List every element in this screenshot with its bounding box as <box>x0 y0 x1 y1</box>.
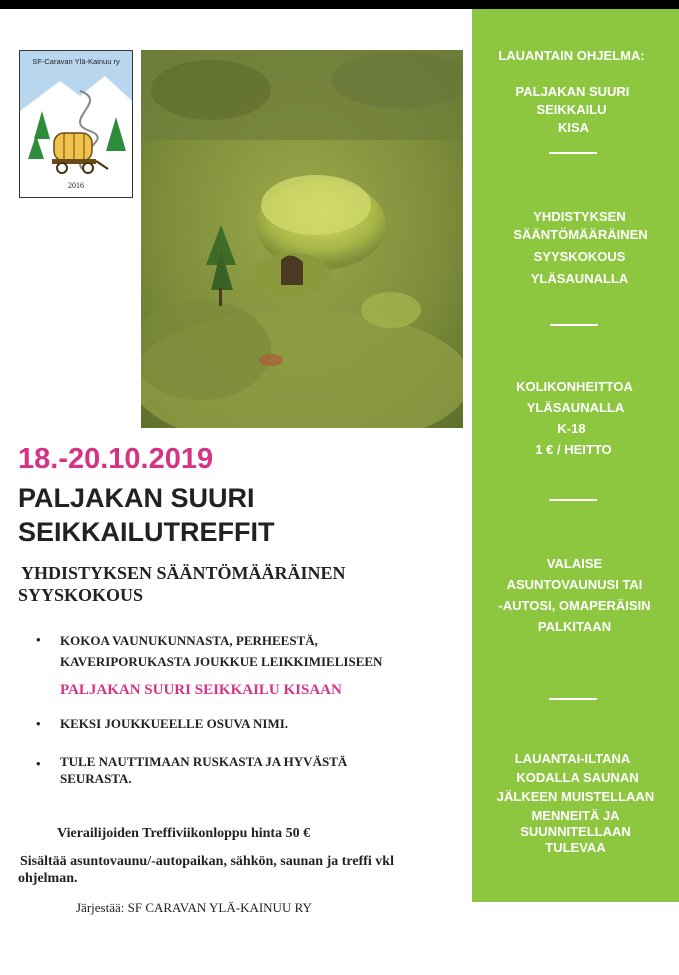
event-title <box>18 481 275 549</box>
includes-text <box>18 853 394 887</box>
program-item: SUUNNITELLAAN <box>520 824 631 839</box>
bullet-1 <box>60 630 382 672</box>
bullet-dot-3: • <box>36 756 41 771</box>
program-item: TULEVAA <box>545 840 606 855</box>
program-item: YHDISTYKSEN <box>533 209 626 224</box>
includes-line1: Sisältää asuntovaunu/-autopaikan, sähkön, saunan ja treffi vkl <box>20 854 394 869</box>
program-heading: LAUANTAIN OHJELMA: <box>498 48 645 63</box>
program-divider <box>550 324 598 326</box>
program-item: VALAISE <box>546 556 603 571</box>
event-title-line1: PALJAKAN SUURI <box>18 483 255 513</box>
event-date: 18.-20.10.2019 <box>18 443 214 475</box>
event-subtitle-line1: YHDISTYKSEN SÄÄNTÖMÄÄRÄINEN <box>21 563 346 583</box>
program-item: MENNEITÄ JA <box>531 808 620 823</box>
event-subtitle-line2: SYYSKOKOUS <box>18 585 144 605</box>
program-item: YLÄSAUNALLA <box>530 271 629 286</box>
organizer-text: Järjestää: SF CARAVAN YLÄ-KAINUU RY <box>76 900 312 915</box>
program-block-evening <box>472 750 679 857</box>
program-divider <box>549 152 597 154</box>
moss-mound-photo <box>141 50 463 428</box>
program-block-saturday <box>472 47 679 137</box>
bullet-dot-2: • <box>36 716 41 731</box>
program-item: ASUNTOVAUNUSI TAI <box>506 577 643 592</box>
program-block-meeting <box>472 208 679 288</box>
bullet-1-line2: KAVERIPORUKASTA JOUKKUE LEIKKIMIELISEEN <box>60 654 383 669</box>
program-item: KOLIKONHEITTOA <box>516 379 633 394</box>
program-item: SEIKKAILU <box>536 102 607 117</box>
logo-year: 2016 <box>68 181 84 190</box>
program-block-coin-toss <box>472 378 679 459</box>
bullet-2: KEKSI JOUKKUEELLE OSUVA NIMI. <box>60 716 289 731</box>
event-subtitle <box>18 562 346 606</box>
includes-line2: ohjelman. <box>18 871 78 886</box>
bullet-3-line2: SEURASTA. <box>60 771 132 786</box>
program-item: SYYSKOKOUS <box>533 249 626 264</box>
program-item: KODALLA SAUNAN <box>516 770 639 785</box>
program-item: K-18 <box>557 421 586 436</box>
club-logo <box>19 50 133 198</box>
program-item: 1 € / HEITTO <box>535 442 612 457</box>
program-item: -AUTOSI, OMAPERÄISIN <box>498 598 651 613</box>
top-black-bar <box>0 0 679 9</box>
program-divider <box>549 499 597 501</box>
program-item: YLÄSAUNALLA <box>526 400 625 415</box>
logo-graphic <box>20 51 132 197</box>
program-item: PALKITAAN <box>537 619 612 634</box>
program-item: PALJAKAN SUURI <box>515 84 630 99</box>
logo-title: SF-Caravan Ylä-Kainuu ry <box>32 57 120 66</box>
bullet-dot-1: • <box>36 632 41 647</box>
program-panel <box>472 9 679 902</box>
program-item: LAUANTAI-ILTANA <box>514 751 631 766</box>
program-block-lights <box>472 555 679 636</box>
program-item: JÄLKEEN MUISTELLAAN <box>496 789 655 804</box>
bullet-3-line1: TULE NAUTTIMAAN RUSKASTA JA HYVÄSTÄ <box>60 754 348 769</box>
bullet-1-line1: KOKOA VAUNUKUNNASTA, PERHEESTÄ, <box>60 633 318 648</box>
bullet-1-highlight: PALJAKAN SUURI SEIKKAILU KISAAN <box>60 682 342 698</box>
program-item: KISA <box>557 120 590 135</box>
price-text: Vierailijoiden Treffiviikonloppu hinta 50 € <box>57 826 311 841</box>
program-item: SÄÄNTÖMÄÄRÄINEN <box>513 227 648 242</box>
event-title-line2: SEIKKAILUTREFFIT <box>18 517 275 547</box>
program-divider <box>549 698 597 700</box>
bullet-3 <box>60 753 347 787</box>
